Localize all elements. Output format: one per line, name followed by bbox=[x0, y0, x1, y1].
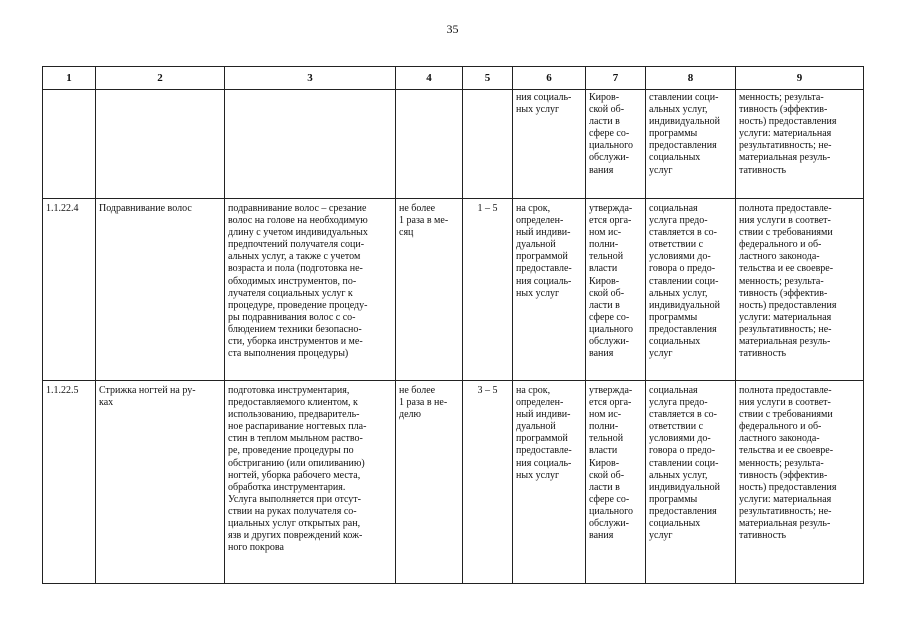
quality-indicators-cell: полнота предоставле- ния услуги в соответ- ствии с требованиями федерального и об- ластного законода- тельства и ее своевре- менность; результа- тивность (эффектив- ность) предоставления услуги: материальная результативность; не- материальная резуль- тативность bbox=[736, 381, 864, 584]
conditions-cell: социальная услуга предо- ставляется в со- ответствии с условиями до- говора о предо- ставлении соци- альных услуг, индивидуальной программы предоставления социальных услуг bbox=[646, 381, 736, 584]
header-cell-4: 4 bbox=[396, 67, 463, 90]
table-row-1-1-22-5 bbox=[43, 381, 864, 584]
conditions-cell: социальная услуга предо- ставляется в со- ответствии с условиями до- говора о предо- ставлении соци- альных услуг, индивидуальной программы предоставления социальных услуг bbox=[646, 199, 736, 381]
service-name-cell: Стрижка ногтей на ру- ках bbox=[96, 381, 225, 584]
header-cell-3: 3 bbox=[225, 67, 396, 90]
cost-authority-cell: утвержда- ется орга- ном ис- полни- тельной власти Киров- ской об- ласти в сфере со- циального обслужи- вания bbox=[586, 199, 646, 381]
range-cell: 3 – 5 bbox=[463, 381, 513, 584]
frequency-cell bbox=[396, 90, 463, 199]
page-number: 35 bbox=[446, 22, 459, 36]
table-row-1-1-22-4 bbox=[43, 199, 864, 381]
cost-authority-cell: утвержда- ется орга- ном ис- полни- тельной власти Киров- ской об- ласти в сфере со- циального обслужи- вания bbox=[586, 381, 646, 584]
quality-indicators-cell: полнота предоставле- ния услуги в соответ- ствии с требованиями федерального и об- ластного законода- тельства и ее своевре- менность; результа- тивность (эффектив- ность) предоставления услуги: материальная результативность; не- материальная резуль- тативность bbox=[736, 199, 864, 381]
header-cell-9: 9 bbox=[736, 67, 864, 90]
term-cell: на срок, определен- ный индиви- дуальной программой предоставле- ния социаль- ных услуг bbox=[513, 381, 586, 584]
service-description-cell bbox=[225, 90, 396, 199]
term-cell: на срок, определен- ный индиви- дуальной программой предоставле- ния социаль- ных услуг bbox=[513, 199, 586, 381]
service-code-cell: 1.1.22.5 bbox=[43, 381, 96, 584]
services-table bbox=[42, 66, 864, 584]
range-cell bbox=[463, 90, 513, 199]
header-row bbox=[43, 67, 864, 90]
service-name-cell bbox=[96, 90, 225, 199]
range-cell: 1 – 5 bbox=[463, 199, 513, 381]
header-cell-8: 8 bbox=[646, 67, 736, 90]
service-code-cell bbox=[43, 90, 96, 199]
cost-authority-cell: Киров- ской об- ласти в сфере со- циального обслужи- вания bbox=[586, 90, 646, 199]
service-code-cell: 1.1.22.4 bbox=[43, 199, 96, 381]
header-cell-6: 6 bbox=[513, 67, 586, 90]
header-cell-1: 1 bbox=[43, 67, 96, 90]
frequency-cell: не более 1 раза в не- делю bbox=[396, 381, 463, 584]
quality-indicators-cell: менность; результа- тивность (эффектив- ность) предоставления услуги: материальная результативность; не- материальная резуль- тативность bbox=[736, 90, 864, 199]
table-row-continuation bbox=[43, 90, 864, 199]
service-description-cell: подравнивание волос – срезание волос на голове на необходимую длину с учетом индивидуальных предпочтений получателя соци- альных услуг, а также с учетом возраста и пола (подготовка не- обходимых инструментов, по- лучателя социальных услуг к процедуре, проведение процеду- ры подравнивания волос с со- блюдением техники безопасно- сти, уборка инструментов и ме- ста выполнения процедуры) bbox=[225, 199, 396, 381]
header-cell-5: 5 bbox=[463, 67, 513, 90]
header-cell-7: 7 bbox=[586, 67, 646, 90]
term-cell: ния социаль- ных услуг bbox=[513, 90, 586, 199]
service-name-cell: Подравнивание волос bbox=[96, 199, 225, 381]
header-cell-2: 2 bbox=[96, 67, 225, 90]
service-description-cell: подготовка инструментария, предоставляемого клиентом, к использованию, предваритель- ное распаривание ногтевых пла- стин в теплом мыльном раство- ре, проведение процедуры по обстриганию (или опиливанию) ногтей, уборка рабочего места, обработка инструментария. Услуга выполняется при отсут- ствии на руках получателя со- циальных услуг открытых ран, язв и других повреждений кож- ного покрова bbox=[225, 381, 396, 584]
conditions-cell: ставлении соци- альных услуг, индивидуальной программы предоставления социальных услуг bbox=[646, 90, 736, 199]
frequency-cell: не более 1 раза в ме- сяц bbox=[396, 199, 463, 381]
